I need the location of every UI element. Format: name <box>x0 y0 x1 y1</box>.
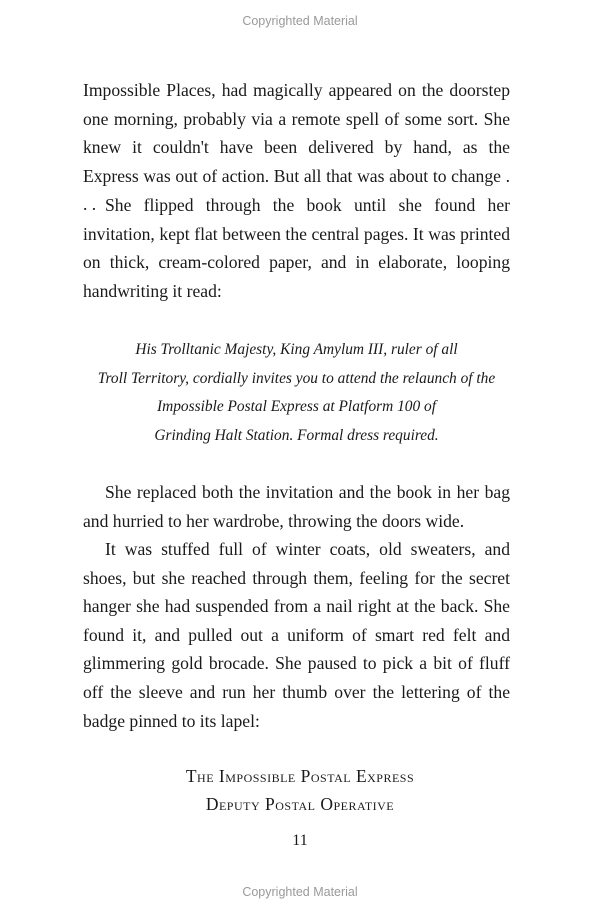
paragraph-invitation-intro: She flipped through the book until she found her invitation, kept flat between the central pages. It was printed on thick, cream-colored paper, and in elaborate, looping handwriting it read: <box>83 195 510 301</box>
invitation-line: Troll Territory, cordially invites you to attend the relaunch of the <box>97 369 496 387</box>
invitation-text <box>83 336 510 450</box>
watermark-bottom: Copyrighted Material <box>242 885 358 899</box>
invitation-line: Impossible Postal Express at Platform 100 of <box>156 398 436 416</box>
badge-subtitle: Deputy Postal Operative <box>205 794 395 814</box>
watermark-top: Copyrighted Material <box>242 14 358 28</box>
badge-title: The Impossible Postal Express <box>185 766 415 786</box>
paragraph-wardrobe: She replaced both the invitation and the book in her bag and hurried to her wardrobe, throwing the doors wide. <box>83 482 510 531</box>
invitation-line: His Trolltanic Majesty, King Amylum III, ruler of all <box>135 341 458 358</box>
page-number: 11 <box>292 832 308 849</box>
paragraph-continuation: Impossible Places, had magically appeared on the doorstep one morning, probably via a remote spell of some sort. She knew it couldn't have been delivered by hand, as the Express was out of action. But all that was about to change . . . <box>83 80 510 215</box>
invitation-line: Grinding Halt Station. Formal dress required. <box>154 426 439 444</box>
paragraph-uniform: It was stuffed full of winter coats, old sweaters, and shoes, but she reached through them, feeling for the secret hanger she had suspended from a nail right at the back. She found it, and pulled out a uniform of smart red felt and glimmering gold brocade. She paused to pick a bit of fluff off the sleeve and run her thumb over the lettering of the badge pinned to its lapel: <box>83 539 510 731</box>
